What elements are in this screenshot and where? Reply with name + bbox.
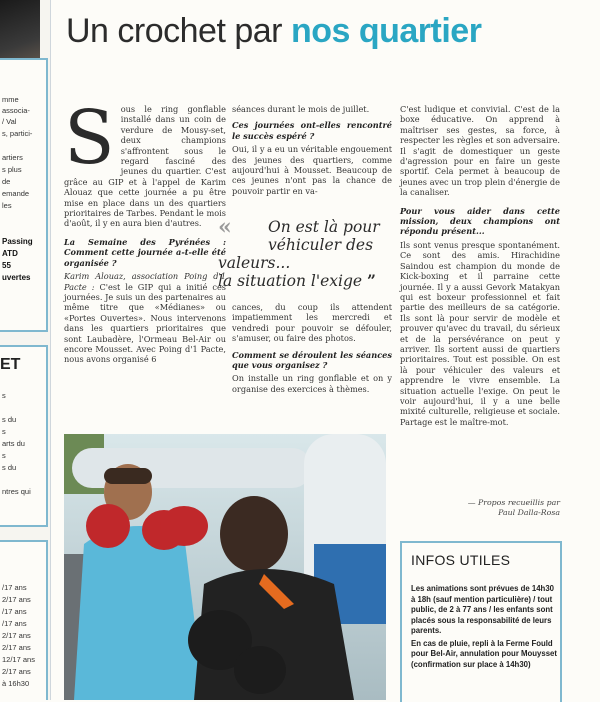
question-3: Comment se déroulent les séances que vous organisez ? (232, 349, 392, 371)
article-title (66, 12, 481, 51)
adjacent-age: 2/17 ans (2, 643, 31, 652)
answer-3: On installe un ring gonflable et on y organise des exercices à thèmes. (232, 373, 392, 394)
adjacent-age: 2/17 ans (2, 595, 31, 604)
info-paragraph-2: En cas de pluie, repli à la Ferme Fould pour Bel-Air, annulation pour Mouysset (confirmation sur place à 14h30) (411, 638, 557, 669)
article-column-3 (400, 104, 560, 430)
adjacent-text: s du (2, 415, 17, 424)
adjacent-text: s du (2, 463, 17, 472)
adjacent-text: associa- (2, 106, 30, 115)
adjacent-text: artiers (2, 153, 23, 162)
column-2-lead: séances durant le mois de juillet. (232, 104, 370, 114)
drop-cap: S (64, 95, 115, 181)
adjacent-age: 2/17 ans (2, 631, 31, 640)
adjacent-text: mme (2, 95, 19, 104)
answer-1: C'est le GIP qui a initié ces journées. Je suis un des partenaires au même titre que «Médianes» ou «Portes Ouvertes». Nous intervenons dans les quartiers prioritaires que sont Laubadère, l'Ormeau Bel-Air ou encore Mousset. Avec Poing d'1 Pacte, nous avons organisé 6 (64, 281, 226, 365)
adjacent-text: / Val (2, 117, 17, 126)
adjacent-text-bold: ATD (2, 249, 18, 258)
adjacent-text: arts du (2, 439, 25, 448)
byline (400, 498, 560, 518)
article-column-2-bottom (232, 302, 392, 397)
question-1: La Semaine des Pyrénées : Comment cette journée a-t-elle été organisée ? (64, 236, 226, 268)
adjacent-text: emande (2, 189, 30, 198)
pull-quote-line: la situation l'exige ” (218, 271, 376, 290)
question-4: Pour vous aider dans cette mission, deux champions ont répondu présent... (400, 205, 560, 237)
article-column-1 (64, 95, 226, 368)
adjacent-text: s (2, 451, 6, 460)
adjacent-text: ntres qui (2, 487, 31, 496)
info-box-text (411, 584, 557, 672)
pull-quote-line: valeurs... (218, 254, 291, 272)
boxing-photo-illustration (64, 434, 386, 700)
adjacent-age: 2/17 ans (2, 667, 31, 676)
adjacent-heading: ET (0, 356, 21, 373)
column-2-continued: cances, du coup ils attendent impatiemment les mercredi et vendredi pour pouvoir se défouler, s'amuser, ou faire des photos. (232, 302, 392, 344)
adjacent-article-strip (0, 0, 51, 700)
adjacent-text-bold: Passing (2, 237, 33, 246)
boxing-photo (64, 434, 386, 700)
article-column-2-top (232, 104, 392, 199)
pull-quote (218, 214, 394, 290)
intro-text: ous le ring gonflable installé dans un coin de verdure de Mousy-set, deux champions s'affrontent sous le regard fasciné des jeunes du quartier. C'est grâce au GIP et à l'appel de Karim Alouaz que cette journée a pu être mise en place dans un des quartiers prioritaires de Tarbes. Pendant le mois d'août, il y en aura bien d'autres. (64, 104, 226, 229)
open-quote-icon: « (218, 214, 232, 240)
title-part-1: Un crochet par (66, 12, 282, 50)
info-box (400, 541, 562, 702)
question-2: Ces journées ont-elles rencontré le succès espéré ? (232, 120, 392, 141)
info-box-title: INFOS UTILES (411, 552, 511, 568)
adjacent-age: /17 ans (2, 583, 27, 592)
adjacent-text: s (2, 427, 6, 436)
byline-line: — Propos recueillis par (467, 498, 560, 507)
pull-quote-line: On est là pour (268, 218, 380, 236)
speaker-name: Karim Alouaz, association Poing d'1 Pacte : (64, 271, 226, 292)
answer-4: Ils sont venus presque spontanément. Ce sont des amis. Hirachidine Saindou est champion du monde de Kick-boxing et il parraine cette journée. Il y a aussi Gevork Matakyan qui est boxeur professionnel et fait partie des meilleurs de sa catégorie. Ils sont là pour servir de modèle et prouver qu'avec du travail, du sérieux et de la persévérance on peut y arriver. Ils sortent aussi de quartiers prioritaires. Tout est possible. On est là pour véhiculer des valeurs et apprendre le vivre ensemble. La situation actuelle l'exige. On peut le voir aujourd'hui, il y a une belle mixité culturelle, religieuse et sociale. Partage est le maître-mot. (400, 239, 560, 427)
adjacent-text-bold: 55 (2, 261, 11, 270)
answer-2: Oui, il y a eu un véritable engouement des jeunes des quartiers, comme aujourd'hui à Mousset. Beaucoup de ces jeunes n'ont pas la chance de pouvoir partir en va- (232, 144, 392, 196)
adjacent-text: de (2, 177, 11, 186)
adjacent-text: s plus (2, 165, 22, 174)
adjacent-age: /17 ans (2, 619, 27, 628)
adjacent-text: s, partici- (2, 129, 33, 138)
column-3-lead: C'est ludique et convivial. C'est de la boxe éducative. On apprend à maîtriser ses gestes, sa force, à respecter les règles et son adversaire. Il s'agit de domestiquer un geste d'agression pour en faire un geste sportif. Cela permet à beaucoup de jeunes avec un trop plein d'énergie de la canaliser. (400, 104, 560, 198)
adjacent-text-bold: uvertes (2, 273, 31, 282)
adjacent-age: à 16h30 (2, 679, 30, 688)
pull-quote-line: véhiculer des (268, 236, 374, 254)
title-part-2: nos quartier (290, 12, 482, 50)
adjacent-age: /17 ans (2, 607, 27, 616)
byline-author: Paul Dalla-Rosa (498, 508, 560, 517)
adjacent-text: les (2, 201, 12, 210)
info-paragraph-1: Les animations sont prévues de 14h30 à 18h (sauf mention particulière) / tout public, de 2 à 77 ans / les enfants sont placés sous la responsabilité de leurs parents. (411, 584, 554, 635)
adjacent-text: s (2, 391, 6, 400)
adjacent-age: 12/17 ans (2, 655, 35, 664)
